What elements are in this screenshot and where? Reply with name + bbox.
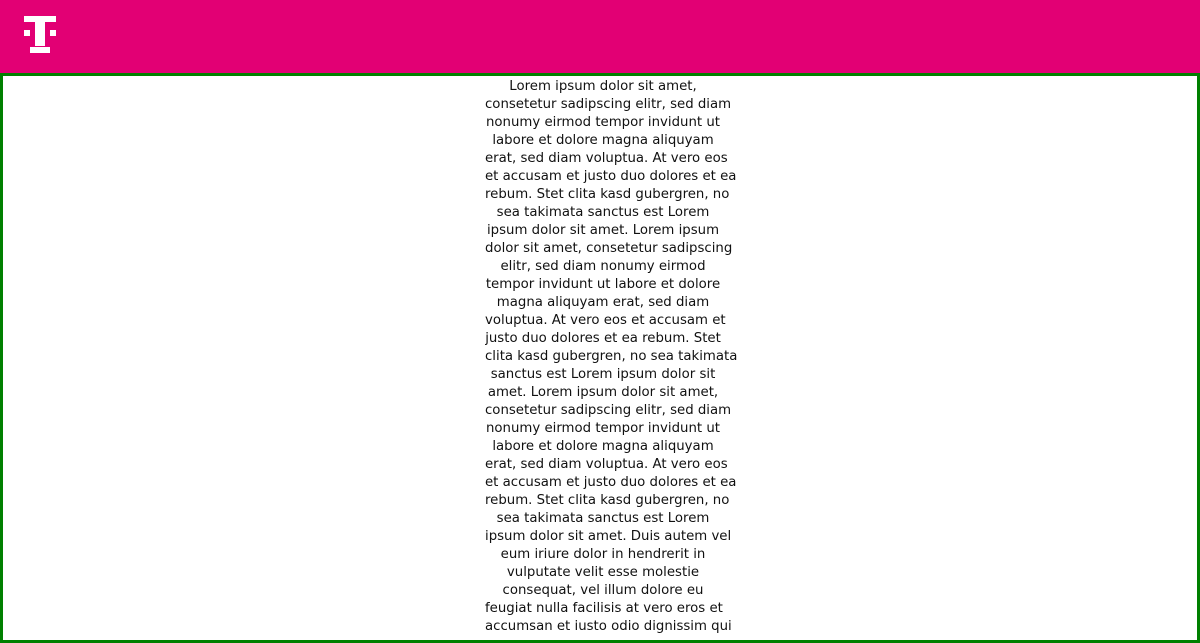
text-line: consetetur sadipscing elitr, sed diam xyxy=(485,97,732,112)
top-header-bar xyxy=(0,0,1200,73)
text-line: et accusam et justo duo dolores et ea xyxy=(485,475,737,490)
text-line: labore et dolore magna aliquyam xyxy=(492,439,714,454)
text-line: consequat, vel illum dolore eu xyxy=(502,583,704,598)
text-line: justo duo dolores et ea rebum. Stet xyxy=(485,331,721,346)
telekom-t-logo-icon[interactable] xyxy=(24,16,56,53)
text-line: eum iriure dolor in hendrerit in xyxy=(500,547,706,562)
text-line: voluptua. At vero eos et accusam et xyxy=(485,313,726,328)
text-line: sanctus est Lorem ipsum dolor sit xyxy=(490,367,716,382)
text-line: nonumy eirmod tempor invidunt ut xyxy=(485,115,720,130)
text-line: Lorem ipsum dolor sit amet, xyxy=(509,79,697,94)
text-line: dolor sit amet, consetetur sadipscing xyxy=(485,241,733,256)
text-line: rebum. Stet clita kasd gubergren, no xyxy=(485,187,730,202)
text-line: sea takimata sanctus est Lorem xyxy=(496,511,710,526)
text-line: elitr, sed diam nonumy eirmod xyxy=(500,259,706,274)
text-line: rebum. Stet clita kasd gubergren, no xyxy=(485,493,730,508)
text-line: erat, sed diam voluptua. At vero eos xyxy=(485,151,728,166)
text-line: erat, sed diam voluptua. At vero eos xyxy=(485,457,728,472)
text-line: feugiat nulla facilisis at vero eros et xyxy=(485,601,723,616)
body-text xyxy=(485,78,738,636)
text-line: ipsum dolor sit amet. Duis autem vel xyxy=(485,529,732,544)
text-line: clita kasd gubergren, no sea takimata xyxy=(485,349,738,364)
content-frame xyxy=(0,73,1200,643)
text-line: tempor invidunt ut labore et dolore xyxy=(485,277,721,292)
text-line: magna aliquyam erat, sed diam xyxy=(496,295,710,310)
text-line: consetetur sadipscing elitr, sed diam xyxy=(485,403,732,418)
text-line: vulputate velit esse molestie xyxy=(506,565,700,580)
text-line: sea takimata sanctus est Lorem xyxy=(496,205,710,220)
text-line: amet. Lorem ipsum dolor sit amet, xyxy=(487,385,719,400)
text-line: et accusam et justo duo dolores et ea xyxy=(485,169,737,184)
text-line: labore et dolore magna aliquyam xyxy=(492,133,714,148)
text-line: accumsan et iusto odio dignissim qui xyxy=(485,619,732,634)
text-line: ipsum dolor sit amet. Lorem ipsum xyxy=(486,223,720,238)
text-line: nonumy eirmod tempor invidunt ut xyxy=(485,421,720,436)
